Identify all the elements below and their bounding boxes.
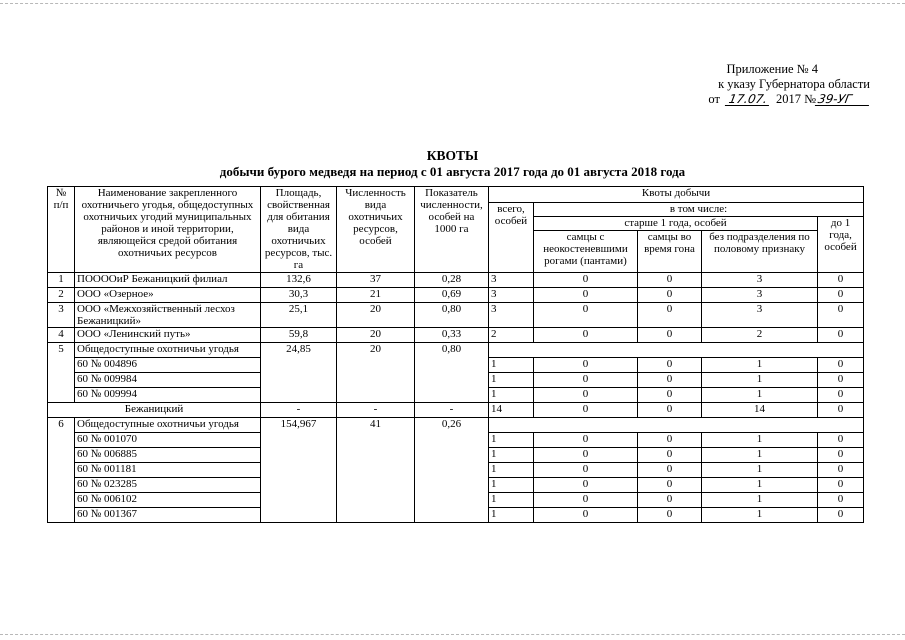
header-density: Показатель численности, особей на 1000 га [415, 187, 489, 273]
appendix-line: Приложение № 4 [726, 62, 818, 76]
cell-empty [489, 418, 864, 433]
cell-count: 20 [337, 328, 415, 343]
header-young: до 1 года, особей [818, 217, 864, 273]
cell-name: 60 № 001070 [75, 433, 261, 448]
cell-rut: 0 [638, 508, 702, 523]
cell-name: 60 № 023285 [75, 478, 261, 493]
cell-males: 0 [534, 478, 638, 493]
cell-area: 25,1 [261, 303, 337, 328]
cell-males: 0 [534, 433, 638, 448]
cell-young: 0 [818, 403, 864, 418]
cell-nosex: 2 [702, 328, 818, 343]
header-area: Площадь, свойственная для обитания вида охотничьих ресурсов, тыс. га [261, 187, 337, 273]
cell-nosex: 1 [702, 493, 818, 508]
cell-total: 1 [489, 508, 534, 523]
cell-nosex: 1 [702, 478, 818, 493]
cell-count: 20 [337, 343, 415, 403]
cell-area: 132,6 [261, 273, 337, 288]
cell-nosex: 14 [702, 403, 818, 418]
cell-total: 1 [489, 493, 534, 508]
cell-males: 0 [534, 303, 638, 328]
cell-young: 0 [818, 273, 864, 288]
cell-total: 1 [489, 463, 534, 478]
cell-name: Общедоступные охотничьи угодья [75, 418, 261, 433]
cell-num: 2 [48, 288, 75, 303]
table-row-subtotal [48, 403, 864, 418]
scan-edge-bottom [0, 634, 905, 635]
cell-nosex: 1 [702, 463, 818, 478]
cell-young: 0 [818, 388, 864, 403]
cell-young: 0 [818, 448, 864, 463]
cell-rut: 0 [638, 303, 702, 328]
cell-nosex: 3 [702, 273, 818, 288]
cell-males: 0 [534, 373, 638, 388]
header-nosex: без подразделения по половому признаку [702, 231, 818, 273]
cell-rut: 0 [638, 273, 702, 288]
cell-young: 0 [818, 433, 864, 448]
cell-young: 0 [818, 358, 864, 373]
cell-males: 0 [534, 463, 638, 478]
cell-count: 41 [337, 418, 415, 523]
cell-area: - [261, 403, 337, 418]
header-including: в том числе: [534, 203, 864, 217]
header-num: № п/п [48, 187, 75, 273]
table-row [48, 288, 864, 303]
cell-rut: 0 [638, 493, 702, 508]
table-row [48, 418, 864, 433]
appendix-decree-line: к указу Губернатора области [718, 77, 870, 91]
document-title: КВОТЫ [426, 148, 479, 163]
cell-nosex: 1 [702, 508, 818, 523]
cell-name: ООО «Ленинский путь» [75, 328, 261, 343]
cell-males: 0 [534, 328, 638, 343]
cell-young: 0 [818, 478, 864, 493]
cell-nosex: 1 [702, 448, 818, 463]
cell-males: 0 [534, 448, 638, 463]
cell-empty [489, 343, 864, 358]
cell-males: 0 [534, 493, 638, 508]
cell-rut: 0 [638, 288, 702, 303]
cell-total: 1 [489, 433, 534, 448]
cell-total: 1 [489, 448, 534, 463]
cell-young: 0 [818, 463, 864, 478]
cell-nosex: 3 [702, 303, 818, 328]
cell-males: 0 [534, 358, 638, 373]
cell-name: 60 № 006102 [75, 493, 261, 508]
cell-total: 1 [489, 373, 534, 388]
cell-area: 154,967 [261, 418, 337, 523]
cell-males: 0 [534, 288, 638, 303]
cell-rut: 0 [638, 448, 702, 463]
table-row [48, 343, 864, 358]
cell-density: 0,26 [415, 418, 489, 523]
table-row [48, 328, 864, 343]
cell-area: 30,3 [261, 288, 337, 303]
cell-density: 0,80 [415, 343, 489, 403]
cell-density: - [415, 403, 489, 418]
cell-nosex: 1 [702, 358, 818, 373]
header-rut: самцы во время гона [638, 231, 702, 273]
cell-total: 3 [489, 273, 534, 288]
appendix-block [660, 62, 870, 107]
header-total: всего, особей [489, 203, 534, 273]
cell-num: 3 [48, 303, 75, 328]
cell-name: ООО «Озерное» [75, 288, 261, 303]
cell-total: 1 [489, 358, 534, 373]
document-subtitle: добычи бурого медведя на период с 01 августа 2017 года до 01 августа 2018 года [219, 164, 686, 179]
cell-males: 0 [534, 403, 638, 418]
cell-nosex: 1 [702, 373, 818, 388]
cell-total: 14 [489, 403, 534, 418]
cell-total: 3 [489, 288, 534, 303]
cell-nosex: 1 [702, 388, 818, 403]
cell-name: Общедоступные охотничьи угодья [75, 343, 261, 358]
cell-rut: 0 [638, 358, 702, 373]
cell-count: 20 [337, 303, 415, 328]
cell-density: 0,80 [415, 303, 489, 328]
cell-rut: 0 [638, 403, 702, 418]
cell-young: 0 [818, 328, 864, 343]
header-older: старше 1 года, особей [534, 217, 818, 231]
cell-name: ООО «Межхозяйственный лесхоз Бежаницкий» [75, 303, 261, 328]
cell-density: 0,33 [415, 328, 489, 343]
cell-name: 60 № 004896 [75, 358, 261, 373]
cell-total: 1 [489, 388, 534, 403]
cell-total: 2 [489, 328, 534, 343]
header-name: Наименование закрепленного охотничьего угодья, общедоступных охотничьих угодий муниципальных районов и иной территории, являющейся средой обитания охотничьих ресурсов [75, 187, 261, 273]
cell-males: 0 [534, 508, 638, 523]
cell-num: 6 [48, 418, 75, 523]
cell-name: 60 № 009994 [75, 388, 261, 403]
year-number-label: 2017 № [775, 92, 816, 106]
cell-name: 60 № 001367 [75, 508, 261, 523]
cell-name: ПООООиР Бежаницкий филиал [75, 273, 261, 288]
header-males: самцы с неокостеневшими рогами (пантами) [534, 231, 638, 273]
header-quotas: Квоты добычи [489, 187, 864, 203]
cell-density: 0,28 [415, 273, 489, 288]
cell-density: 0,69 [415, 288, 489, 303]
quota-table [47, 186, 864, 523]
cell-rut: 0 [638, 373, 702, 388]
cell-name: 60 № 001181 [75, 463, 261, 478]
cell-young: 0 [818, 373, 864, 388]
cell-young: 0 [818, 288, 864, 303]
table-row [48, 303, 864, 328]
cell-rut: 0 [638, 328, 702, 343]
appendix-date-line [660, 92, 870, 107]
cell-nosex: 3 [702, 288, 818, 303]
table-row [48, 273, 864, 288]
cell-count: 21 [337, 288, 415, 303]
cell-males: 0 [534, 388, 638, 403]
cell-nosex: 1 [702, 433, 818, 448]
header-count: Численность вида охотничьих ресурсов, особей [337, 187, 415, 273]
cell-rut: 0 [638, 388, 702, 403]
cell-rut: 0 [638, 478, 702, 493]
cell-num: 1 [48, 273, 75, 288]
cell-rut: 0 [638, 433, 702, 448]
from-label: от [708, 92, 720, 106]
cell-area: 24,85 [261, 343, 337, 403]
scan-edge-top [0, 3, 905, 4]
cell-total: 3 [489, 303, 534, 328]
cell-area: 59,8 [261, 328, 337, 343]
cell-district: Бежаницкий [48, 403, 261, 418]
cell-num: 5 [48, 343, 75, 403]
cell-rut: 0 [638, 463, 702, 478]
cell-name: 60 № 009984 [75, 373, 261, 388]
cell-young: 0 [818, 508, 864, 523]
cell-young: 0 [818, 303, 864, 328]
cell-count: 37 [337, 273, 415, 288]
handwritten-number: 39-УГ [815, 93, 871, 106]
handwritten-date: 17.07. [725, 93, 771, 106]
cell-young: 0 [818, 493, 864, 508]
cell-name: 60 № 006885 [75, 448, 261, 463]
cell-count: - [337, 403, 415, 418]
cell-males: 0 [534, 273, 638, 288]
cell-total: 1 [489, 478, 534, 493]
cell-num: 4 [48, 328, 75, 343]
